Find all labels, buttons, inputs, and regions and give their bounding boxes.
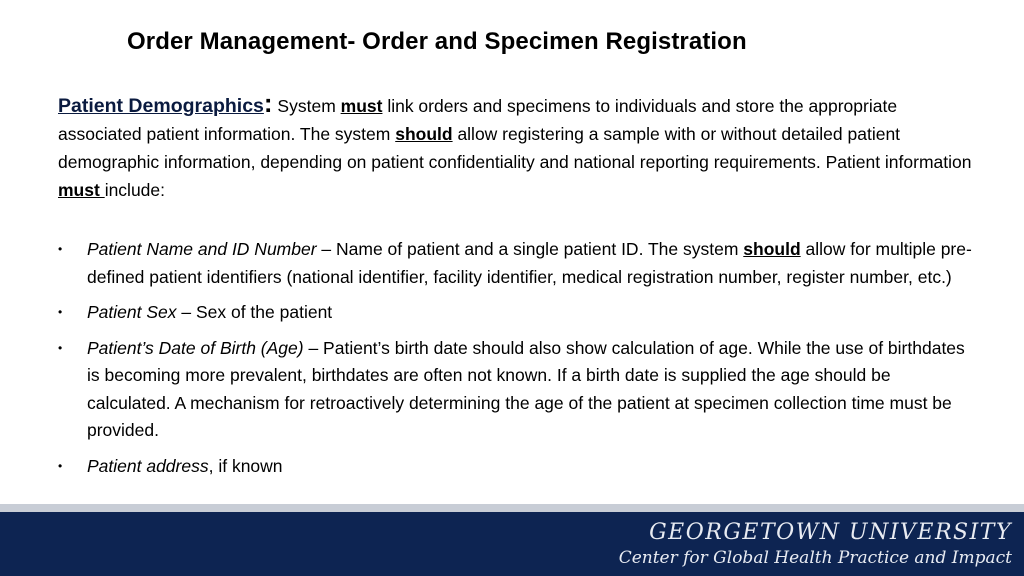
bullet-icon: •	[58, 458, 63, 473]
item-term: Patient address	[87, 455, 209, 476]
list-item	[58, 335, 978, 445]
item-term: Patient’s Date of Birth (Age)	[87, 337, 304, 358]
bullet-icon: •	[58, 305, 63, 319]
footer-divider	[0, 504, 1024, 512]
footer-banner	[0, 512, 1024, 576]
intro-paragraph	[58, 88, 978, 204]
center-name: Center for Global Health Practice and Impact	[618, 548, 1012, 568]
keyword-should: should	[395, 124, 453, 144]
requirements-list	[58, 236, 978, 488]
intro-text-3: allow registering a sample with or without detailed patient demographic information, depending on patient confidentiality and national reporting requirements. Patient information	[58, 124, 972, 172]
university-name: GEORGETOWN UNIVERSITY	[649, 520, 1012, 545]
item-text: – Patient’s birth date should also show calculation of age. While the use of birthdates is becoming more prevalent, birthdates are often not known. If a birth date is supplied the age should be calculated. A mechanism for retroactively determining the age of the patient at specimen collection time must be provided.	[87, 337, 965, 440]
keyword-must: must	[58, 180, 105, 200]
list-item	[58, 453, 978, 481]
bullet-icon: •	[58, 242, 63, 256]
list-item	[58, 299, 978, 327]
keyword-must: must	[340, 96, 383, 116]
item-text: – Name of patient and a single patient ID. The system	[316, 239, 744, 259]
bullet-icon: •	[58, 340, 63, 355]
item-text: allow for multiple pre-defined patient identifiers (national identifier, facility identifier, medical registration number, register number, etc.)	[87, 239, 972, 287]
keyword-should: should	[743, 239, 801, 259]
page-title: Order Management- Order and Specimen Registration	[127, 28, 747, 55]
item-term: Patient Name and ID Number	[87, 239, 317, 259]
intro-text-1: System	[272, 96, 341, 116]
intro-text-4: include:	[104, 180, 166, 200]
item-term: Patient Sex	[87, 302, 177, 322]
item-text: , if known	[208, 455, 283, 476]
list-item	[58, 236, 978, 291]
intro-text-2: link orders and specimens to individuals and store the appropriate associated patient information. The system	[58, 96, 898, 144]
section-heading: Patient Demographics	[58, 95, 264, 117]
item-text: – Sex of the patient	[176, 302, 333, 322]
heading-colon: :	[263, 88, 273, 118]
university-logo	[619, 520, 1012, 570]
